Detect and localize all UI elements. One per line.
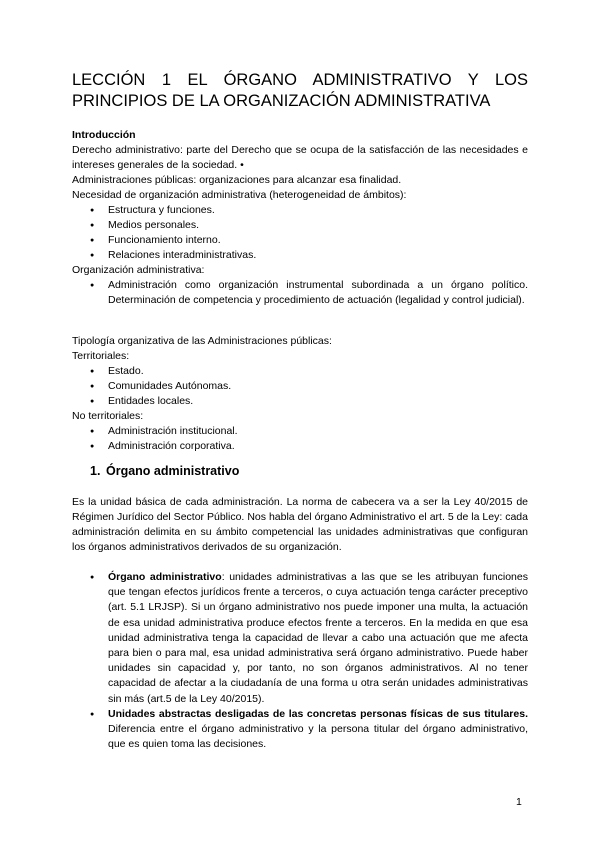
section-list: [72, 570, 528, 752]
lesson-title: LECCIÓN 1 EL ÓRGANO ADMINISTRATIVO Y LOS PRINCIPIOS DE LA ORGANIZACIÓN ADMINISTRATIVA: [72, 71, 528, 110]
intro-paragraph-2: Administraciones públicas: organizaciones para alcanzar esa finalidad.: [72, 174, 402, 186]
section-number: 1.: [90, 464, 101, 478]
list-item: ● Entidades locales.: [72, 394, 528, 409]
territorial-list: [72, 364, 528, 409]
list-item: ● Relaciones interadministrativas.: [72, 248, 528, 263]
intro-paragraph-4: Organización administrativa:: [72, 264, 205, 276]
list-item: ● Administración corporativa.: [72, 439, 528, 454]
section-title: Órgano administrativo: [106, 464, 240, 478]
list-item: ● Medios personales.: [72, 218, 528, 233]
needs-list: [72, 203, 528, 263]
typology-paragraph: Tipología organizativa de las Administraciones públicas:: [72, 335, 332, 347]
organization-list: [72, 278, 528, 308]
page-number: 1: [516, 796, 522, 808]
item-term: Unidades abstractas desligadas de las concretas personas físicas de sus titulares.: [108, 707, 528, 720]
non-territorial-label: No territoriales:: [72, 410, 144, 422]
list-item: ● Estructura y funciones.: [72, 203, 528, 218]
list-item: ● Administración institucional.: [72, 424, 528, 439]
list-item: ● Estado.: [72, 364, 528, 379]
introduction-heading: Introducción: [72, 129, 136, 141]
item-text: Diferencia entre el órgano administrativo y la persona titular del órgano administrativo, que es quien toma las decisiones.: [108, 723, 528, 751]
item-term: Órgano administrativo: [108, 571, 222, 583]
list-item: ● Comunidades Autónomas.: [72, 379, 528, 394]
typology-section: [72, 334, 528, 454]
item-text: : unidades administrativas a las que se les atribuyan funciones que tengan efectos jurídicos frente a terceros, o cuya actuación tenga carácter preceptivo (art. 5.1 LRJSP). Si un órgano administrativo nos puede imponer una multa, la actuación de esa unidad administrativa produce efectos frente a terceros. En la medida en que esa unidad administrativa tenga la capacidad de llevar a cabo una actuación que me afecta para bien o para mal, esa unidad administrativa será órgano administrativo. Puede haber unidades sin capacidad y, por tanto, no son órganos administrativos. Al no tener capacidad de afectar a la ciudadanía de una forma u otra serán unidades administrativas sin más (art.5 de la Ley 40/2015).: [108, 571, 528, 705]
list-item: ● Funcionamiento interno.: [72, 233, 528, 248]
list-item: ● Administración como organización instrumental subordinada a un órgano político. Determinación de competencia y procedimiento de actuación (legalidad y control judicial).: [72, 278, 528, 308]
section-heading: [90, 464, 239, 478]
introduction-section: [72, 128, 528, 308]
intro-paragraph-3: Necesidad de organización administrativa (heterogeneidad de ámbitos):: [72, 189, 407, 201]
intro-paragraph-1: Derecho administrativo: parte del Derecho que se ocupa de la satisfacción de las necesidades e intereses generales de la sociedad. •: [72, 144, 528, 171]
section-paragraph: Es la unidad básica de cada administración. La norma de cabecera va a ser la Ley 40/2015 de Régimen Jurídico del Sector Público. Nos habla del órgano Administrativo el art. 5 de la Ley: cada administración delimita en su ámbito competencial las unidades administrativas que configuran los órganos administrativos derivados de su organización.: [72, 496, 528, 553]
non-territorial-list: [72, 424, 528, 454]
list-item: [72, 707, 528, 753]
list-item: [72, 570, 528, 707]
territorial-label: Territoriales:: [72, 350, 130, 362]
